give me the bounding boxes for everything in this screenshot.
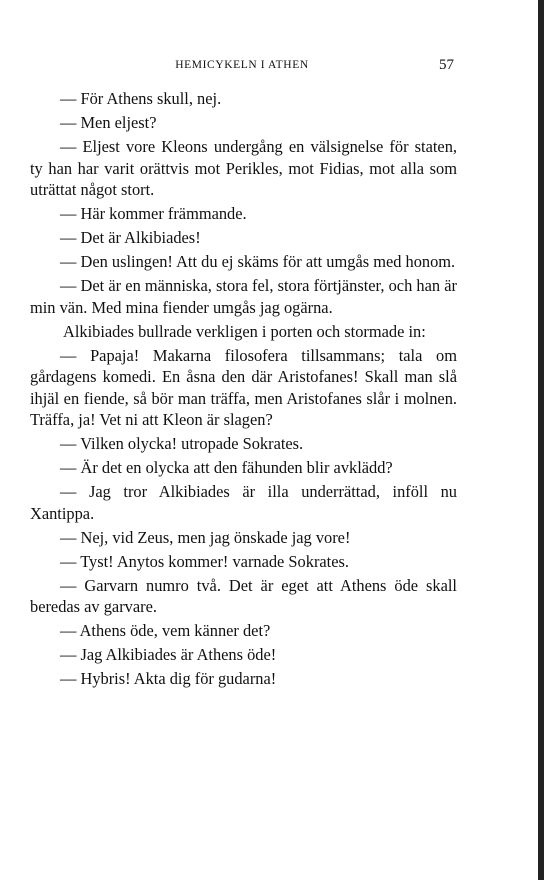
- paragraph: — Här kommer främmande.: [60, 204, 247, 223]
- paragraph: — Men eljest?: [60, 113, 157, 132]
- paragraph: — Jag Alkibiades är Athens öde!: [60, 645, 277, 664]
- page-edge-shadow: [538, 0, 544, 880]
- paragraph: — Det är Alkibiades!: [60, 228, 201, 247]
- paragraph: — Det är en människa, stora fel, stora förtjänster, och han är min vän. Med mina fiender umgås jag ogärna.: [30, 276, 457, 317]
- paragraph: — Hybris! Akta dig för gudarna!: [60, 669, 277, 688]
- page-header: [30, 55, 454, 75]
- paragraph: — Nej, vid Zeus, men jag önskade jag vore!: [60, 527, 351, 547]
- paragraph: — Tyst! Anytos kommer! varnade Sokrates.: [60, 551, 349, 571]
- running-head: HEMICYKELN I ATHEN: [175, 59, 309, 71]
- paragraph: — Garvarn numro två. Det är eget att Athens öde skall beredas av garvare.: [30, 575, 457, 616]
- paragraph: — Papaja! Makarna filosofera tillsammans; tala om gårdagens komedi. En åsna den där Aristofanes! Skall man slå ihjäl en fiende, så bör man träffa, men Aristofanes slår i molnen. Träffa, ja! Vet ni att Kleon är slagen?: [30, 345, 457, 429]
- paragraph: — Vilken olycka! utropade Sokrates.: [60, 434, 304, 453]
- page-number: 57: [439, 57, 454, 73]
- paragraph: — Den uslingen! Att du ej skäms för att umgås med honom.: [60, 252, 456, 271]
- paragraph: — Eljest vore Kleons undergång en välsignelse för staten, ty han har varit orättvis mot Perikles, mot Fidias, mot alla som uträttat något stort.: [30, 137, 457, 199]
- paragraph: — Athens öde, vem känner det?: [60, 621, 271, 640]
- paragraph: — För Athens skull, nej.: [60, 89, 222, 108]
- paragraph: — Jag tror Alkibiades är illa underrättad, inföll nu Xantippa.: [30, 482, 457, 523]
- body-text: [30, 88, 457, 690]
- paragraph: Alkibiades bullrade verkligen i porten och stormade in:: [63, 321, 426, 341]
- paragraph: — Är det en olycka att den fähunden blir avklädd?: [60, 458, 393, 477]
